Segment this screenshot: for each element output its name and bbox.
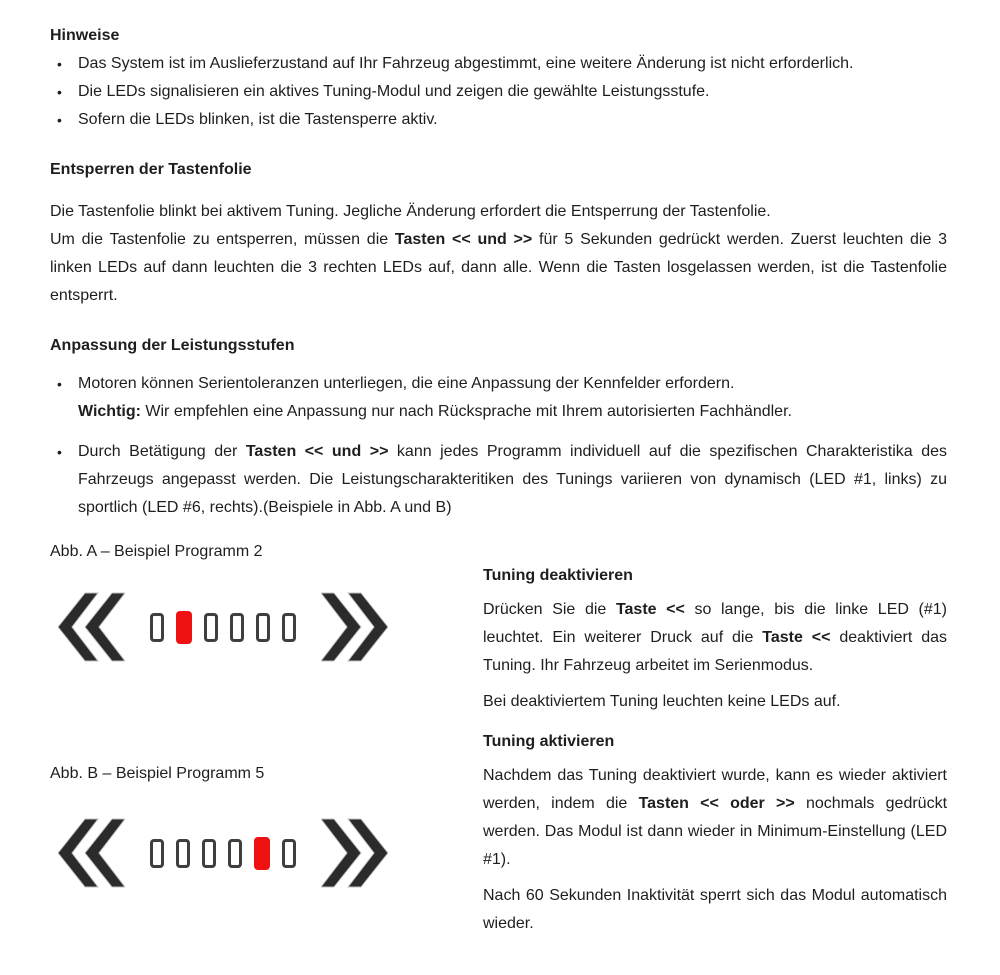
list-item (50, 78, 947, 106)
led-3 (204, 613, 218, 642)
bullet-icon: • (57, 444, 62, 460)
section-title-tuning-aktivieren: Tuning aktivieren (483, 733, 615, 750)
bullet-icon: • (57, 56, 62, 72)
led-5 (256, 613, 270, 642)
chevron-double-left-icon (58, 592, 125, 662)
figure-a-led-display (58, 592, 483, 662)
chevron-double-right-icon (321, 818, 388, 888)
list-item (50, 438, 947, 522)
bullet-icon: • (57, 112, 62, 128)
list-item (50, 106, 947, 134)
led-1 (150, 839, 164, 868)
bullet-icon: • (57, 84, 62, 100)
paragraph: Nach 60 Sekunden Inaktivität sperrt sich das Modul automatisch wieder. (483, 887, 947, 932)
list-item-text: Motoren können Serientoleranzen unterliegen, die eine Anpassung der Kennfelder erfordern. (78, 375, 735, 392)
figure-b-label: Abb. B – Beispiel Programm 5 (50, 765, 265, 782)
hinweise-list (50, 50, 947, 134)
led-strip (150, 837, 296, 870)
led-strip (150, 611, 296, 644)
list-item-text: Sofern die LEDs blinken, ist die Tastensperre aktiv. (78, 111, 438, 128)
document-page (50, 22, 947, 938)
list-item (50, 50, 947, 78)
figure-a-label: Abb. A – Beispiel Programm 2 (50, 543, 263, 560)
chevron-double-right-icon (321, 592, 388, 662)
anpassung-list (50, 370, 947, 522)
instructions-column (483, 538, 947, 938)
bullet-icon: • (57, 376, 62, 392)
led-4 (230, 613, 244, 642)
chevron-double-left-icon (58, 818, 125, 888)
figures-column (50, 538, 483, 938)
section-hinweise (50, 22, 947, 134)
paragraph: Bei deaktiviertem Tuning leuchten keine LEDs auf. (483, 693, 841, 710)
figure-b-led-display (58, 818, 483, 888)
led-3 (202, 839, 216, 868)
led-2 (176, 839, 190, 868)
list-item-text: Wichtig: Wir empfehlen eine Anpassung nur nach Rücksprache mit Ihrem autorisierten Fachhändler. (78, 403, 792, 420)
led-6 (282, 839, 296, 868)
led-6 (282, 613, 296, 642)
list-item-text: Die LEDs signalisieren ein aktives Tuning-Modul und zeigen die gewählte Leistungsstufe. (78, 83, 710, 100)
section-title-tuning-deaktivieren: Tuning deaktivieren (483, 567, 633, 584)
paragraph: Nachdem das Tuning deaktiviert wurde, kann es wieder aktiviert werden, indem die Tasten << oder >> nochmals gedrückt werden. Das Modul ist dann wieder in Minimum-Einstellung (LED #1). (483, 767, 948, 868)
list-item-text: Durch Betätigung der Tasten << und >> kann jedes Programm individuell auf die spezifischen Charakteristika des Fahrzeugs angepasst werden. Die Leistungscharakteritiken des Tunings variieren von dynamisch (LED #1, links) zu sportlich (LED #6, rechts).(Beispiele in Abb. A und B) (78, 443, 947, 516)
section-title-hinweise: Hinweise (50, 27, 120, 44)
led-2-active (176, 611, 192, 644)
section-anpassung (50, 332, 947, 522)
paragraph: Drücken Sie die Taste << so lange, bis die linke LED (#1) leuchtet. Ein weiterer Druck auf die Taste << deaktiviert das Tuning. Ihr Fahrzeug arbeitet im Serienmodus. (483, 601, 948, 674)
list-item (50, 370, 947, 426)
section-title-entsperren: Entsperren der Tastenfolie (50, 161, 252, 178)
paragraph: Die Tastenfolie blinkt bei aktivem Tuning. Jegliche Änderung erfordert die Entsperrung der Tastenfolie. (50, 203, 771, 220)
led-5-active (254, 837, 270, 870)
figures-and-instructions (50, 538, 947, 938)
section-title-anpassung: Anpassung der Leistungsstufen (50, 337, 295, 354)
led-1 (150, 613, 164, 642)
paragraph: Um die Tastenfolie zu entsperren, müssen die Tasten << und >> für 5 Sekunden gedrückt werden. Zuerst leuchten die 3 linken LEDs auf dann leuchten die 3 rechten LEDs auf, dann alle. Wenn die Tasten losgelassen werden, ist die Tastenfolie entsperrt. (50, 231, 948, 304)
section-entsperren (50, 156, 947, 310)
list-item-text: Das System ist im Auslieferzustand auf Ihr Fahrzeug abgestimmt, eine weitere Änderung ist nicht erforderlich. (78, 55, 854, 72)
led-4 (228, 839, 242, 868)
